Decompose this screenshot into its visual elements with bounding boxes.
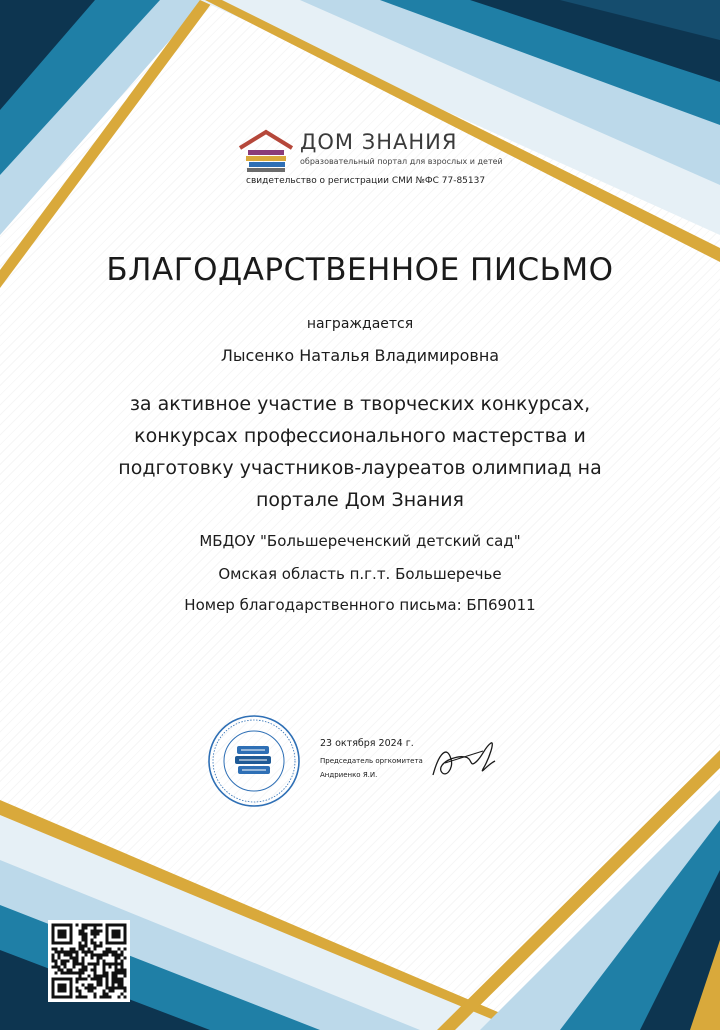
- house-books-logo-icon: [236, 128, 296, 172]
- portal-name: ДОМ ЗНАНИЯ: [300, 130, 458, 154]
- chair-role: Председатель оргкомитета: [320, 757, 423, 765]
- organization-name: МБДОУ "Большереченский детский сад": [199, 532, 521, 550]
- chair-name: Андриенко Я.И.: [320, 771, 378, 779]
- stamp-seal-icon: [207, 714, 301, 808]
- issue-date: 23 октября 2024 г.: [320, 738, 414, 749]
- portal-tagline: образовательный портал для взрослых и детей: [300, 157, 503, 166]
- qr-code-icon: [48, 920, 130, 1002]
- document-title: БЛАГОДАРСТВЕННОЕ ПИСЬМО: [106, 252, 614, 288]
- letter-number: Номер благодарственного письма: БП69011: [184, 596, 536, 614]
- signature-icon: [425, 735, 505, 785]
- registration-note: свидетельство о регистрации СМИ №ФС 77-85137: [246, 176, 486, 186]
- portal-logo: [236, 128, 503, 192]
- award-reason: за активное участие в творческих конкурсах, конкурсах профессионального мастерства и подготовку участников-лауреатов олимпиад на портале Дом Знания: [118, 393, 602, 511]
- region: Омская область п.г.т. Большеречье: [218, 565, 502, 583]
- recipient-name: Лысенко Наталья Владимировна: [220, 346, 500, 365]
- awarded-label: награждается: [306, 316, 414, 332]
